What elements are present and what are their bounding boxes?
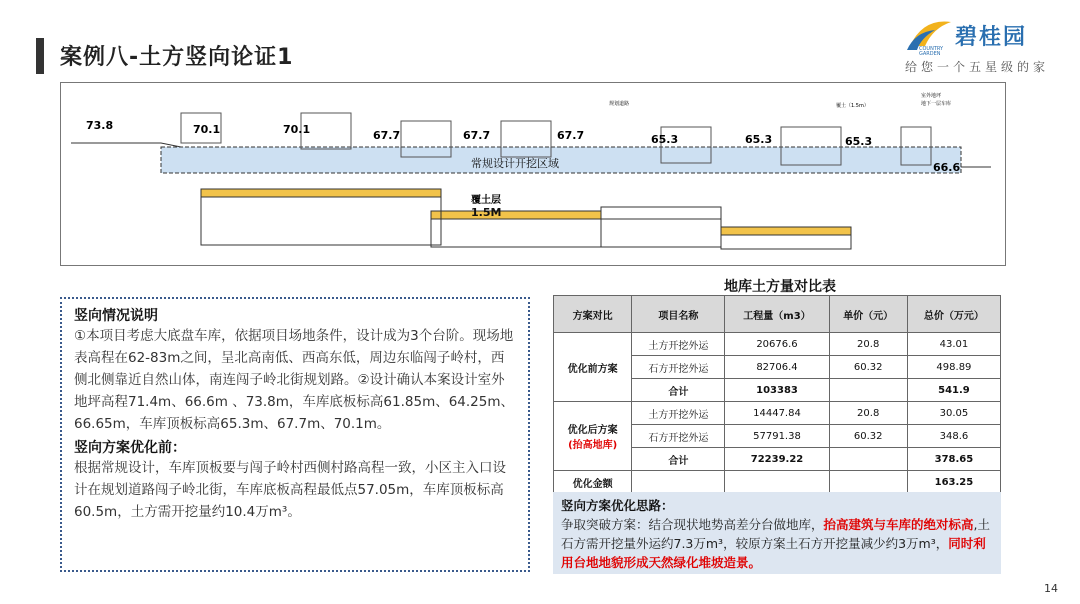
table-row (554, 402, 1001, 425)
table-header-row (554, 296, 1001, 333)
before-scheme-label: 优化前方案 (554, 333, 632, 402)
elevation-5: 67.7 (463, 129, 491, 142)
cell-price: 60.32 (829, 425, 907, 448)
cell-price: 60.32 (829, 356, 907, 379)
description-paragraph-2: 根据常规设计，车库顶板要与闯子岭村西侧村路高程一致，小区主入口设计在规划道路闯子岭北街，车库底板高程最低点57.05m，车库顶板标高60.5m，土方需开挖量约10.4万m³。 (74, 460, 506, 520)
optimization-highlight-2: 同时利用台地地貌形成天然绿化堆坡造景。 (561, 536, 986, 570)
optimization-text-a: 争取突破方案：结合现状地势高差分台做地库， (561, 517, 824, 532)
cell-qty: 20676.6 (725, 333, 829, 356)
elevation-9: 65.3 (845, 135, 873, 148)
description-paragraph-1: ①本项目考虑大底盘车库，依据项目场地条件，设计成为3个台阶。现场地表高程在62-83m之间，呈北高南低、西高东低，周边东临闯子岭村，西侧北侧靠近自然山体，南连闯子岭北街规划路。②设计确认本案设计室外地坪高程71.4m、66.6m 、73.8m，车库底板标高61.85m、64.25m、66.65m，车库顶板标高65.3m、67.7m、70.1m。 (74, 328, 515, 432)
fill-thickness: 1.5M (471, 206, 502, 219)
cell-total: 43.01 (907, 333, 1000, 356)
description-heading-1: 竖向情况说明 (74, 308, 158, 324)
description-box (60, 297, 530, 572)
saving-total: 163.25 (907, 471, 1000, 494)
saving-label: 优化金额 (554, 471, 632, 494)
cell-sum-qty: 72239.22 (725, 448, 829, 471)
header-quantity: 工程量（m3） (725, 296, 829, 333)
page-number: 14 (1044, 582, 1058, 595)
table-title: 地库土方量对比表 (724, 279, 836, 295)
earthwork-comparison-table (553, 295, 1001, 494)
elevation-6: 67.7 (557, 129, 585, 142)
elevation-7: 65.3 (651, 133, 679, 146)
cell-name: 石方开挖外运 (632, 425, 725, 448)
after-scheme-name: 优化后方案 (567, 425, 618, 436)
page-title: 案例八-土方竖向论证1 (60, 45, 294, 70)
section-drawing (60, 82, 1006, 266)
logo-mark-text-1: COUNTRY (919, 46, 944, 52)
table-row (554, 333, 1001, 356)
description-heading-2: 竖向方案优化前： (74, 440, 186, 456)
logo-tagline: 给您一个五星级的家 (905, 60, 1050, 74)
road-label-1: 规划道路 (609, 101, 630, 107)
header-scheme: 方案对比 (554, 296, 632, 333)
logo-name: 碧桂园 (955, 25, 1028, 50)
garage-label: 地下一层车库 (921, 101, 952, 107)
optimization-box (553, 492, 1001, 574)
table-row (554, 471, 1001, 494)
cell-price: 20.8 (829, 333, 907, 356)
cell-qty: 57791.38 (725, 425, 829, 448)
elevation-4: 67.7 (373, 129, 401, 142)
cell-total: 30.05 (907, 402, 1000, 425)
cell-name: 石方开挖外运 (632, 356, 725, 379)
cell-sum-total: 541.9 (907, 379, 1000, 402)
cell-sum-label: 合计 (632, 448, 725, 471)
cell-empty (725, 471, 829, 494)
cell-empty (632, 471, 725, 494)
cell-total: 498.89 (907, 356, 1000, 379)
excavation-label: 常规设计开挖区域 (471, 157, 559, 170)
optimization-highlight-1: 抬高建筑与车库的绝对标高 (823, 517, 974, 532)
elevation-2: 70.1 (193, 123, 221, 136)
cell-sum-label: 合计 (632, 379, 725, 402)
optimization-text-c: ,土石方需开挖量外运约7.3万m³，较原方案土石方开挖量减少约3万m³， (561, 517, 991, 551)
cell-sum-total: 378.65 (907, 448, 1000, 471)
elevation-3: 70.1 (283, 123, 311, 136)
cell-empty (829, 448, 907, 471)
cell-name: 土方开挖外运 (632, 402, 725, 425)
after-scheme-label (554, 402, 632, 471)
optimization-text (561, 515, 993, 572)
outdoor-label: 室外地坪 (921, 93, 942, 99)
cell-qty: 82706.4 (725, 356, 829, 379)
soil-label: 覆土（1.5m） (836, 103, 869, 109)
elevation-1: 73.8 (86, 119, 114, 132)
optimization-heading: 竖向方案优化思路： (561, 498, 674, 513)
after-scheme-sub-label: (抬高地库) (568, 440, 618, 451)
elevation-8: 65.3 (745, 133, 773, 146)
cell-empty (829, 379, 907, 402)
logo-mark-text-2: GARDEN (919, 51, 941, 56)
cell-empty (829, 471, 907, 494)
elevation-10: 66.6 (933, 161, 961, 174)
title-accent-bar (36, 38, 44, 74)
cell-sum-qty: 103383 (725, 379, 829, 402)
cell-price: 20.8 (829, 402, 907, 425)
header-item: 项目名称 (632, 296, 725, 333)
country-garden-logo-icon (905, 16, 955, 56)
cell-qty: 14447.84 (725, 402, 829, 425)
cell-total: 348.6 (907, 425, 1000, 448)
header-total: 总价（万元） (907, 296, 1000, 333)
fill-layer-label: 覆土层 (471, 195, 501, 206)
header-unit-price: 单价（元） (829, 296, 907, 333)
cell-name: 土方开挖外运 (632, 333, 725, 356)
